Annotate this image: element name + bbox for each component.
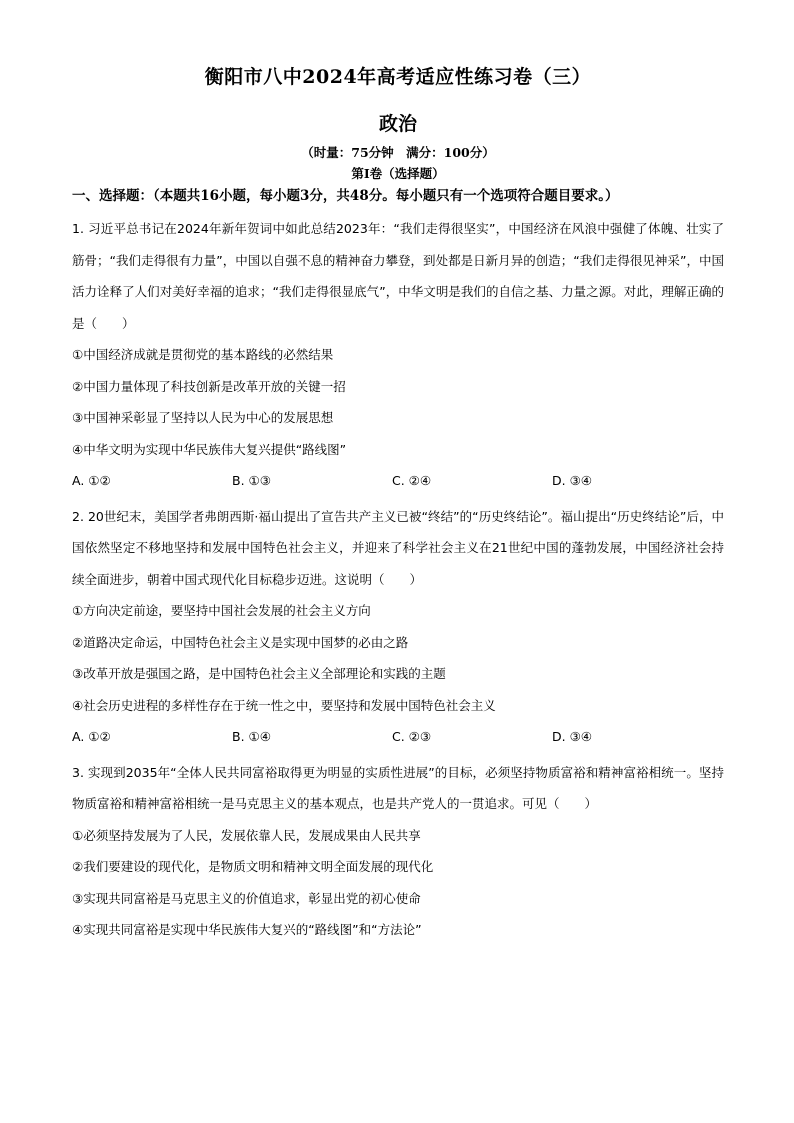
choice-d: D. ③④ <box>552 729 592 744</box>
choice-c: C. ②③ <box>392 729 432 744</box>
choice-b: B. ①③ <box>232 473 271 488</box>
statement-option: ④中华文明为实现中华民族伟大复兴提供“路线图” <box>72 441 347 457</box>
exam-meta: （时量：75分钟 满分：100分） <box>301 145 495 160</box>
statement-option: ②中国力量体现了科技创新是改革开放的关键一招 <box>72 378 346 394</box>
statement-option: ②道路决定命运，中国特色社会主义是实现中国梦的必由之路 <box>72 634 409 650</box>
question-stem: 2. 20世纪末，美国学者弗朗西斯·福山提出了宣告共产主义已被“终结”的“历史终结论”。福山提出“历史终结论”后，中国依然坚定不移地坚持和发展中国特色社会主义，并迎来了科学社会主义在21世纪中国的蓬勃发展，中国经济社会持续全面进步，朝着中国式现代化目标稳步迈进。这说明（ ） <box>72 508 724 587</box>
statement-option: ②我们要建设的现代化，是物质文明和精神文明全面发展的现代化 <box>72 859 434 874</box>
exam-title: 衡阳市八中2024年高考适应性练习卷（三） <box>204 66 592 88</box>
question-1 <box>72 213 724 497</box>
volume-heading: 第Ⅰ卷（选择题） <box>351 166 445 181</box>
answer-choices <box>72 721 724 753</box>
question-stem: 1. 习近平总书记在2024年新年贺词中如此总结2023年：“我们走得很坚实”，中国经济在风浪中强健了体魄、壮实了筋骨；“我们走得很有力量”，中国以自强不息的精神奋力攀登，到处都是日新月异的创造；“我们走得很见神采”，中国活力诠释了人们对美好幸福的追求；“我们走得很显底气”，中华文明是我们的自信之基、力量之源。对此，理解正确的是（ ） <box>72 221 724 331</box>
statement-option: ①方向决定前途，要坚持中国社会发展的社会主义方向 <box>72 603 371 618</box>
question-2 <box>72 501 724 753</box>
question-stem: 3. 实现到2035年“全体人民共同富裕取得更为明显的实质性进展”的目标，必须坚持物质富裕和精神富裕相统一。坚持物质富裕和精神富裕相统一是马克思主义的基本观点，也是共产党人的一贯追求。可见（ ） <box>72 764 724 811</box>
choice-c: C. ②④ <box>392 473 432 488</box>
choice-a: A. ①② <box>72 473 111 488</box>
statement-option: ①中国经济成就是贯彻党的基本路线的必然结果 <box>72 347 334 362</box>
statement-option: ④社会历史进程的多样性存在于统一性之中，要坚持和发展中国特色社会主义 <box>72 697 496 713</box>
exam-page <box>72 62 724 946</box>
choice-a: A. ①② <box>72 729 111 744</box>
answer-choices <box>72 465 724 497</box>
choice-b: B. ①④ <box>232 729 271 744</box>
statement-option: ③改革开放是强国之路，是中国特色社会主义全部理论和实践的主题 <box>72 666 446 681</box>
choice-d: D. ③④ <box>552 473 592 488</box>
section-heading: 一、选择题：（本题共16小题，每小题3分，共48分。每小题只有一个选项符合题目要求。） <box>72 188 619 204</box>
statement-option: ④实现共同富裕是实现中华民族伟大复兴的“路线图”和“方法论” <box>72 922 422 937</box>
statement-option: ③实现共同富裕是马克思主义的价值追求，彰显出党的初心使命 <box>72 890 421 906</box>
statement-option: ③中国神采彰显了坚持以人民为中心的发展思想 <box>72 410 334 425</box>
subject-title: 政治 <box>378 113 417 135</box>
question-3 <box>72 757 724 946</box>
statement-option: ①必须坚持发展为了人民，发展依靠人民，发展成果由人民共享 <box>72 827 421 843</box>
